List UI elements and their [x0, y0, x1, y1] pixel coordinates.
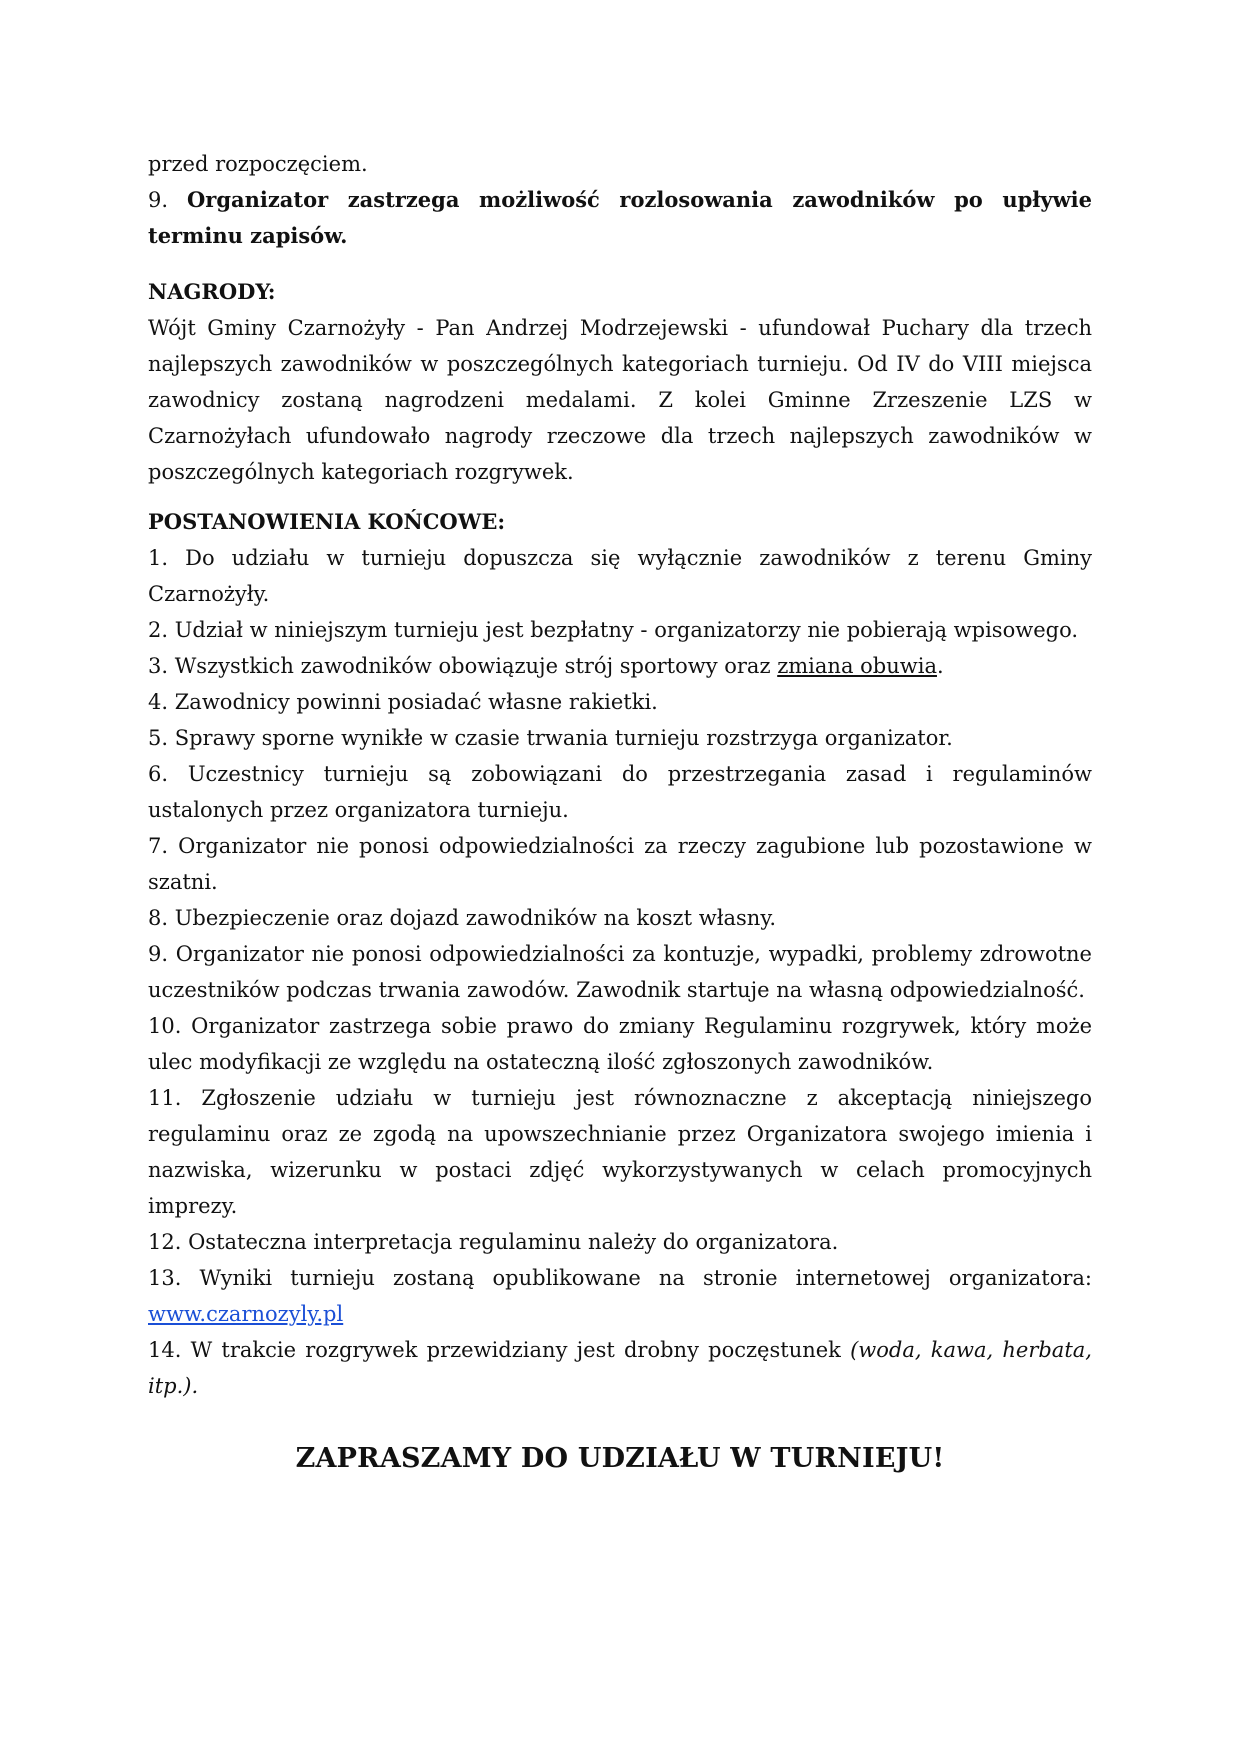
top-text: przed rozpoczęciem. [148, 152, 368, 176]
final-item-3 [148, 648, 1092, 684]
final-item-3-after: . [936, 654, 944, 678]
final-item-6: 6. Uczestnicy turnieju są zobowiązani do przestrzegania zasad i regulaminów ustalonych przez organizatora turnieju. [148, 762, 1092, 822]
final-item-2: 2. Udział w niniejszym turnieju jest bezpłatny - organizatorzy nie pobierają wpisowego. [148, 618, 1079, 642]
final-item-14-italic: (woda, kawa, herbata, itp.). [148, 1338, 1092, 1398]
prizes-text: Wójt Gminy Czarnożyły - Pan Andrzej Modrzejewski - ufundował Puchary dla trzech najlepszych zawodników w poszczególnych kategoriach turnieju. Od IV do VIII miejsca zawodnicy zostaną nagrodzeni medalami. Z kolei Gminne Zrzeszenie LZS w Czarnożyłach ufundowało nagrody rzeczowe dla trzech najlepszych zawodników w poszczególnych kategoriach rozgrywek. [148, 316, 1092, 484]
final-item-14-text: 14. W trakcie rozgrywek przewidziany jest drobny poczęstunek [148, 1338, 841, 1362]
final-item-14 [148, 1332, 1092, 1404]
organizer-website-link[interactable]: www.czarnozyly.pl [148, 1302, 344, 1326]
final-item-13-text: 13. Wyniki turnieju zostaną opublikowane na stronie internetowej organizatora: [148, 1266, 1092, 1290]
final-item-8: 8. Ubezpieczenie oraz dojazd zawodników na koszt własny. [148, 906, 777, 930]
document-page [148, 146, 1092, 1404]
final-item-3-underlined: zmiana obuwia [777, 654, 937, 678]
rule-9 [148, 182, 1092, 254]
final-item-5: 5. Sprawy sporne wynikłe w czasie trwania turnieju rozstrzyga organizator. [148, 726, 953, 750]
prizes-heading: NAGRODY: [148, 279, 276, 304]
final-item-9: 9. Organizator nie ponosi odpowiedzialności za kontuzje, wypadki, problemy zdrowotne uczestników podczas trwania zawodów. Zawodnik startuje na własną odpowiedzialność. [148, 942, 1092, 1002]
final-item-10: 10. Organizator zastrzega sobie prawo do zmiany Regulaminu rozgrywek, który może ulec modyfikacji ze względu na ostateczną ilość zgłoszonych zawodników. [148, 1014, 1092, 1074]
rule-9-number: 9. [148, 188, 169, 212]
final-item-1: 1. Do udziału w turnieju dopuszcza się wyłącznie zawodników z terenu Gminy Czarnożyły. [148, 546, 1092, 606]
final-provisions-heading: POSTANOWIENIA KOŃCOWE: [148, 509, 506, 534]
final-item-12: 12. Ostateczna interpretacja regulaminu należy do organizatora. [148, 1230, 839, 1254]
final-item-7: 7. Organizator nie ponosi odpowiedzialności za rzeczy zagubione lub pozostawione w szatni. [148, 834, 1092, 894]
rule-9-text: Organizator zastrzega możliwość rozlosowania zawodników po upływie terminu zapisów. [148, 187, 1092, 248]
final-item-3-before: 3. Wszystkich zawodników obowiązuje strój sportowy oraz [148, 654, 778, 678]
final-item-13 [148, 1260, 1092, 1332]
closing-invitation: ZAPRASZAMY DO UDZIAŁU W TURNIEJU! [295, 1443, 945, 1474]
final-item-11: 11. Zgłoszenie udziału w turnieju jest równoznaczne z akceptacją niniejszego regulaminu oraz ze zgodą na upowszechnianie przez Organizatora swojego imienia i nazwiska, wizerunku w postaci zdjęć wykorzystywanych w celach promocyjnych imprezy. [148, 1086, 1092, 1218]
final-item-4: 4. Zawodnicy powinni posiadać własne rakietki. [148, 690, 658, 714]
